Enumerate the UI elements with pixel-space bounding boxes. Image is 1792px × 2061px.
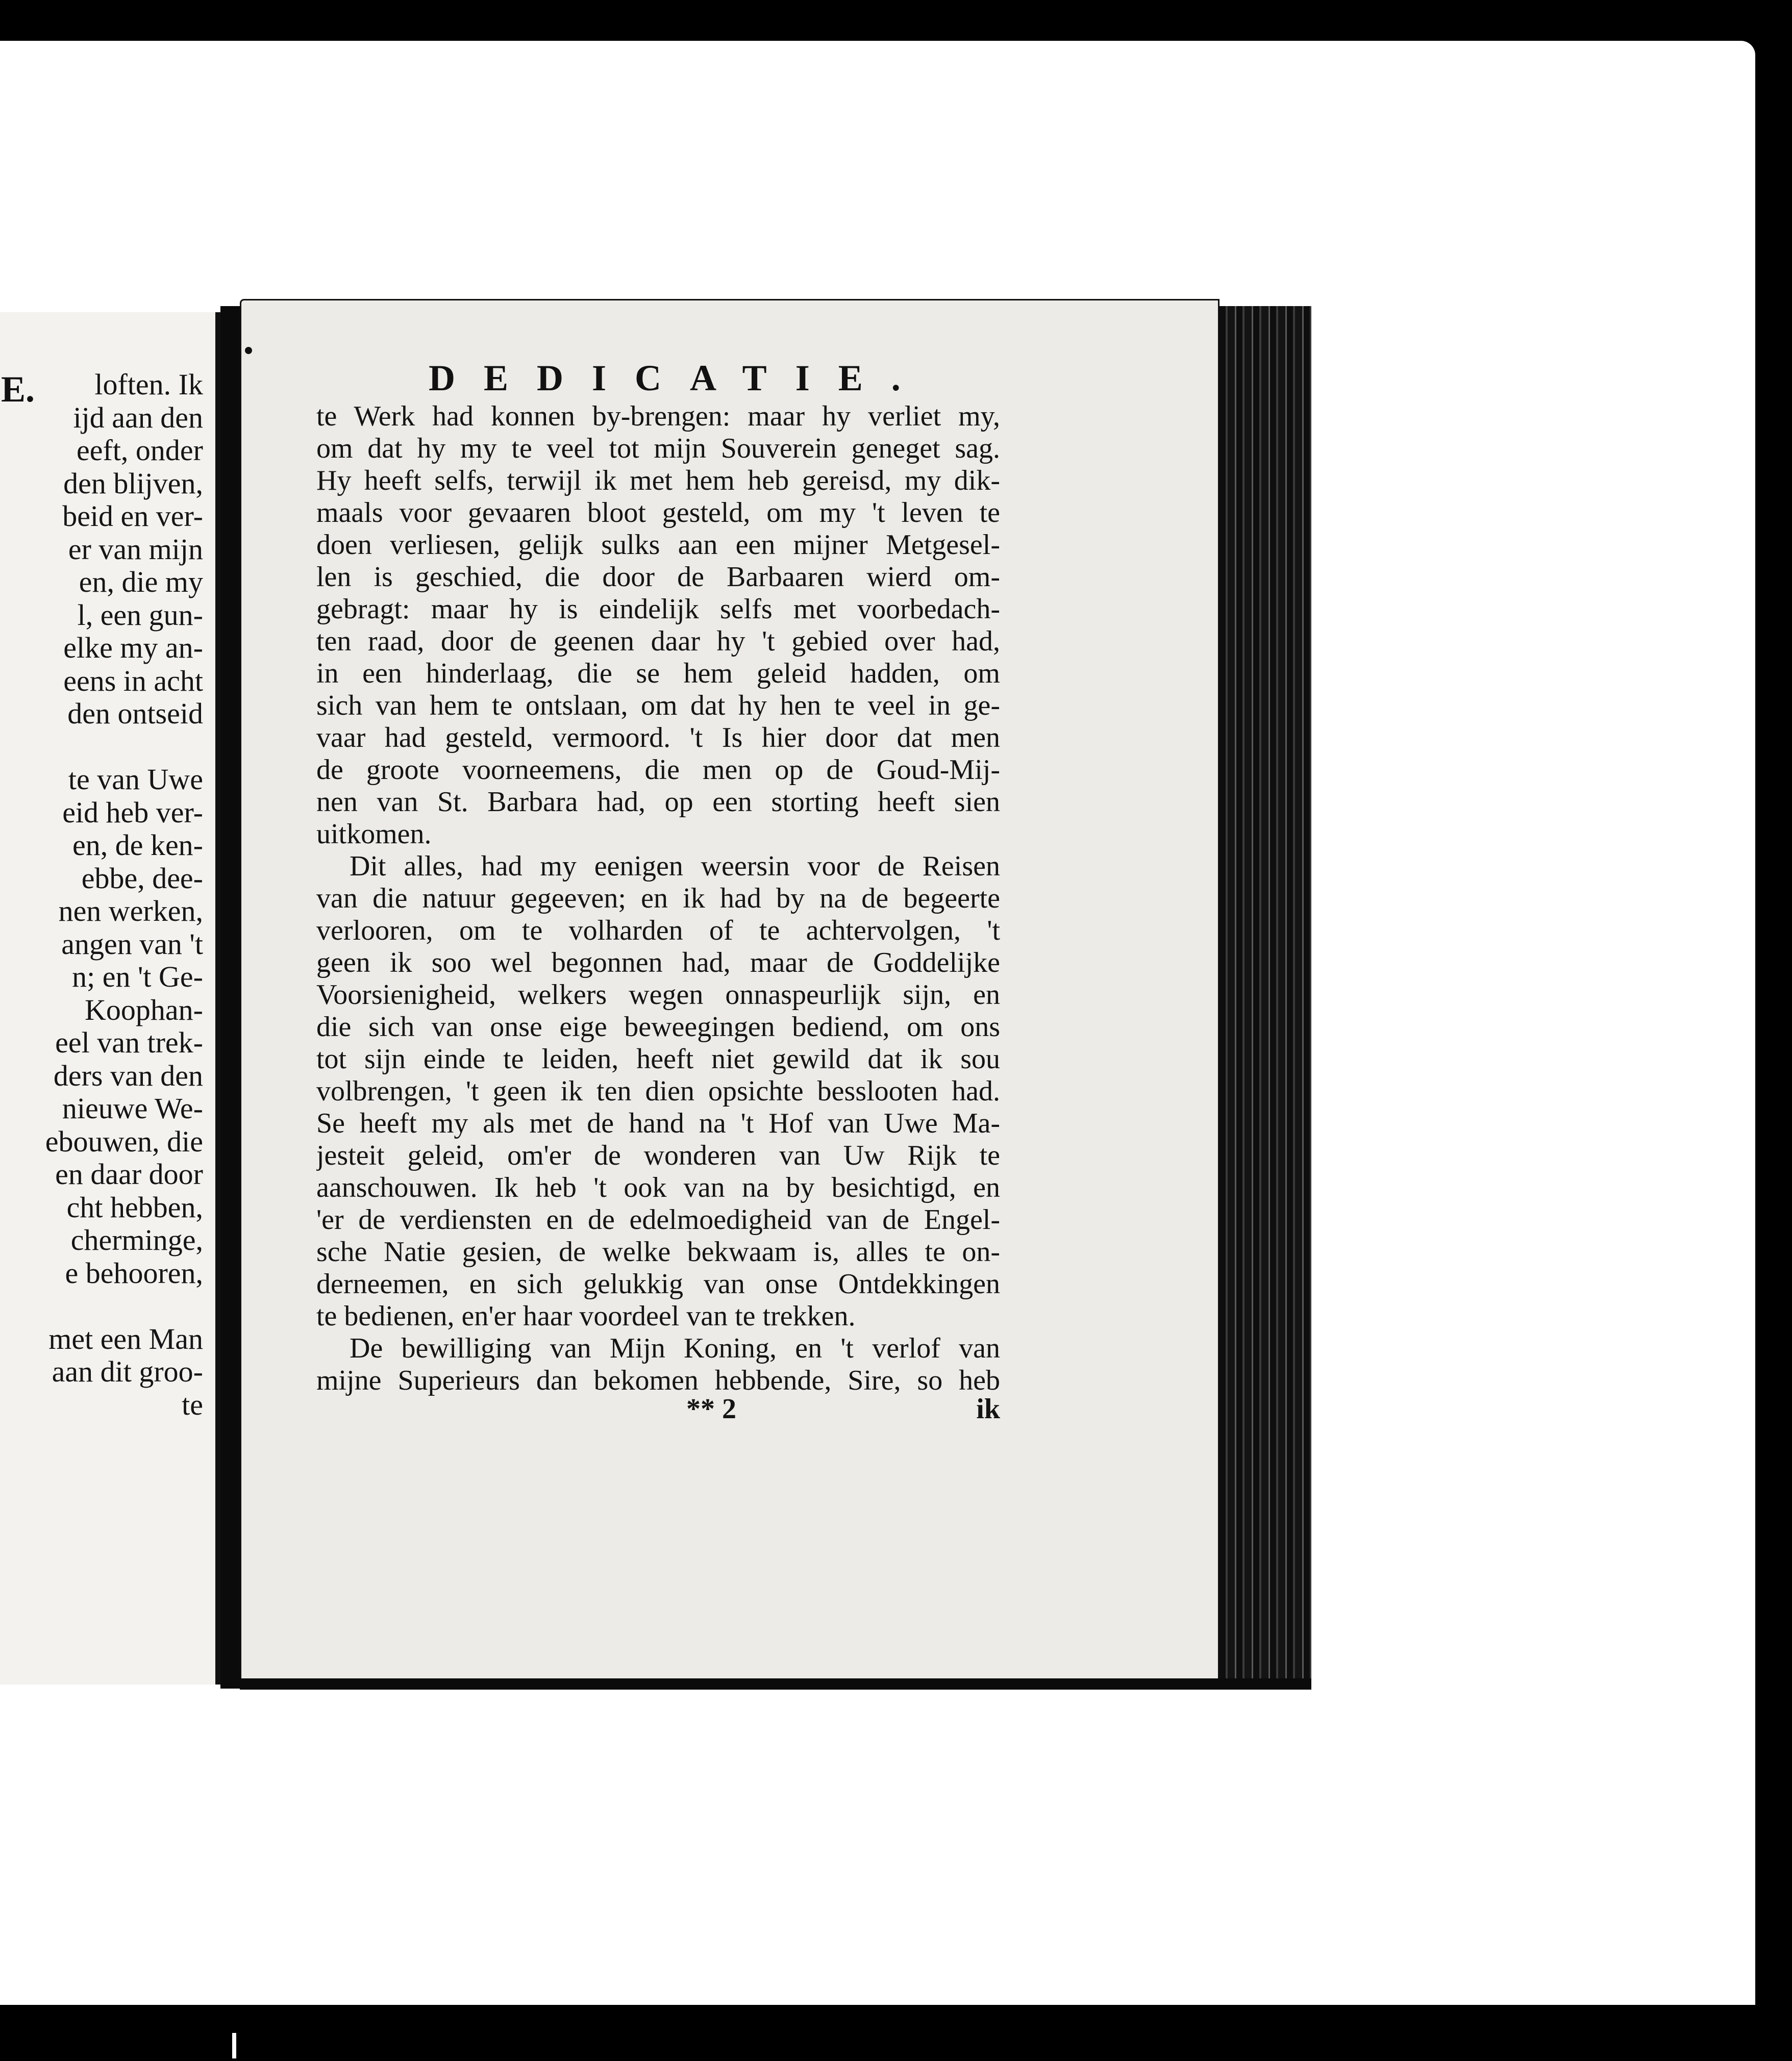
left-page-line: elke my an-: [63, 631, 203, 664]
left-page-line: ders van den: [53, 1059, 203, 1092]
body-text-line: tot sijn einde te leiden, heeft niet gewild dat ik sou: [316, 1043, 1000, 1075]
body-text-line: jesteit geleid, om'er de wonderen van Uw Rijk te: [316, 1140, 1000, 1171]
body-text-line: om dat hy my te veel tot mijn Souverein geneget sag.: [316, 433, 1000, 464]
left-page-line: angen van 't: [61, 927, 203, 961]
body-text-line: te bedienen, en'er haar voordeel van te trekken.: [316, 1300, 856, 1332]
left-page-line: eel van trek-: [55, 1026, 203, 1059]
left-page-line: beid en ver-: [62, 499, 203, 533]
body-text-line: gebragt: maar hy is eindelijk selfs met voorbedach-: [316, 593, 1000, 625]
body-text-line: sich van hem te ontslaan, om dat hy hen te veel in ge-: [316, 690, 1000, 721]
left-page-line: den ontseid: [67, 697, 203, 730]
body-text-line: Voorsienigheid, welkers wegen onnaspeurlijk sijn, en: [316, 979, 1000, 1011]
left-page-line: ebouwen, die: [45, 1124, 203, 1158]
page-speck: [245, 347, 252, 354]
body-text-line: De bewilliging van Mijn Koning, en 't verlof van: [350, 1333, 1000, 1364]
body-text-line: len is geschied, die door de Barbaaren wierd om-: [316, 561, 1000, 593]
left-page-line: den blijven,: [63, 466, 203, 500]
body-text-line: derneemen, en sich gelukkig van onse Ontdekkingen: [316, 1268, 1000, 1300]
body-text-line: vaar had gesteld, vermoord. 't Is hier door dat men: [316, 722, 1000, 753]
left-page-line: eid heb ver-: [62, 795, 203, 829]
book-fore-edge: [1219, 306, 1311, 1683]
left-page-line: [45, 731, 203, 764]
left-page-line: l, een gun-: [77, 598, 203, 632]
body-text-line: verlooren, om te volharden of te achtervolgen, 't: [316, 915, 1000, 946]
signature-mark: ** 2: [686, 1393, 736, 1425]
left-page-line: te: [182, 1388, 203, 1421]
body-text-line: mijne Superieurs dan bekomen hebbende, Sire, so heb: [316, 1365, 1000, 1396]
left-page-line: Koophan-: [85, 993, 203, 1026]
body-text-line: Dit alles, had my eenigen weersin voor de Reisen: [350, 850, 1000, 882]
left-page-line: loften. Ik: [94, 368, 203, 401]
body-text-line: Se heeft my als met de hand na 't Hof van Uwe Ma-: [316, 1108, 1000, 1139]
left-page-text: [45, 368, 203, 1421]
left-page-line: eeft, onder: [77, 434, 203, 467]
left-page-line: cht hebben,: [66, 1190, 203, 1224]
body-text-line: van die natuur gegeeven; en ik had by na de begeerte: [316, 883, 1000, 914]
left-page-line: eens in acht: [63, 664, 203, 697]
left-page-line: e behooren,: [65, 1256, 203, 1290]
left-page-line: cherminge,: [70, 1223, 203, 1256]
left-page-line: ijd aan den: [73, 400, 203, 434]
scan-bottom-border: [0, 2005, 1792, 2061]
book-bottom-edge: [240, 1678, 1311, 1690]
left-page-line: nen werken,: [58, 894, 203, 927]
body-text-line: Hy heeft selfs, terwijl ik met hem heb gereisd, my dik-: [316, 465, 1000, 496]
body-text-line: 'er de verdiensten en de edelmoedigheid van de Engel-: [316, 1204, 1000, 1236]
page-body-text: [316, 400, 1000, 1397]
left-page-line: nieuwe We-: [62, 1092, 203, 1125]
left-page-line: en, de ken-: [72, 828, 203, 862]
body-text-line: maals voor gevaaren bloot gesteld, om my 't leven te: [316, 497, 1000, 529]
left-running-head-fragment: E.: [1, 369, 35, 410]
left-page: [0, 312, 220, 1685]
body-text-line: nen van St. Barbara had, op een storting heeft sien: [316, 786, 1000, 818]
left-page-line: aan dit groo-: [52, 1355, 203, 1388]
left-page-line: n; en 't Ge-: [72, 960, 203, 993]
left-page-line: en, die my: [79, 565, 203, 598]
body-text-line: te Werk had konnen by-brengen: maar hy verliet my,: [316, 400, 1000, 432]
catchword: ik: [976, 1393, 1000, 1425]
body-text-line: uitkomen.: [316, 818, 432, 850]
body-text-line: sche Natie gesien, de welke bekwaam is, alles te on-: [316, 1236, 1000, 1268]
body-text-line: ten raad, door de geenen daar hy 't gebied over had,: [316, 625, 1000, 657]
scan-edge-mark: [232, 2033, 236, 2058]
body-text-line: geen ik soo wel begonnen had, maar de Goddelijke: [316, 947, 1000, 978]
body-text-line: doen verliesen, gelijk sulks aan een mijner Metgesel-: [316, 529, 1000, 561]
left-page-line: [45, 1290, 203, 1323]
left-page-line: en daar door: [55, 1158, 203, 1191]
left-page-line: met een Man: [48, 1322, 203, 1355]
running-head: DEDICATIE.: [429, 358, 929, 398]
body-text-line: in een hinderlaag, die se hem geleid hadden, om: [316, 658, 1000, 689]
left-page-line: te van Uwe: [68, 763, 203, 796]
body-text-line: die sich van onse eige beweegingen bediend, om ons: [316, 1011, 1000, 1043]
body-text-line: aanschouwen. Ik heb 't ook van na by besichtigd, en: [316, 1172, 1000, 1203]
left-page-line: er van mijn: [68, 532, 203, 566]
left-page-line: ebbe, dee-: [81, 861, 203, 895]
body-text-line: volbrengen, 't geen ik ten dien opsichte besslooten had.: [316, 1075, 1000, 1107]
body-text-line: de groote voorneemens, die men op de Goud-Mij-: [316, 754, 1000, 786]
